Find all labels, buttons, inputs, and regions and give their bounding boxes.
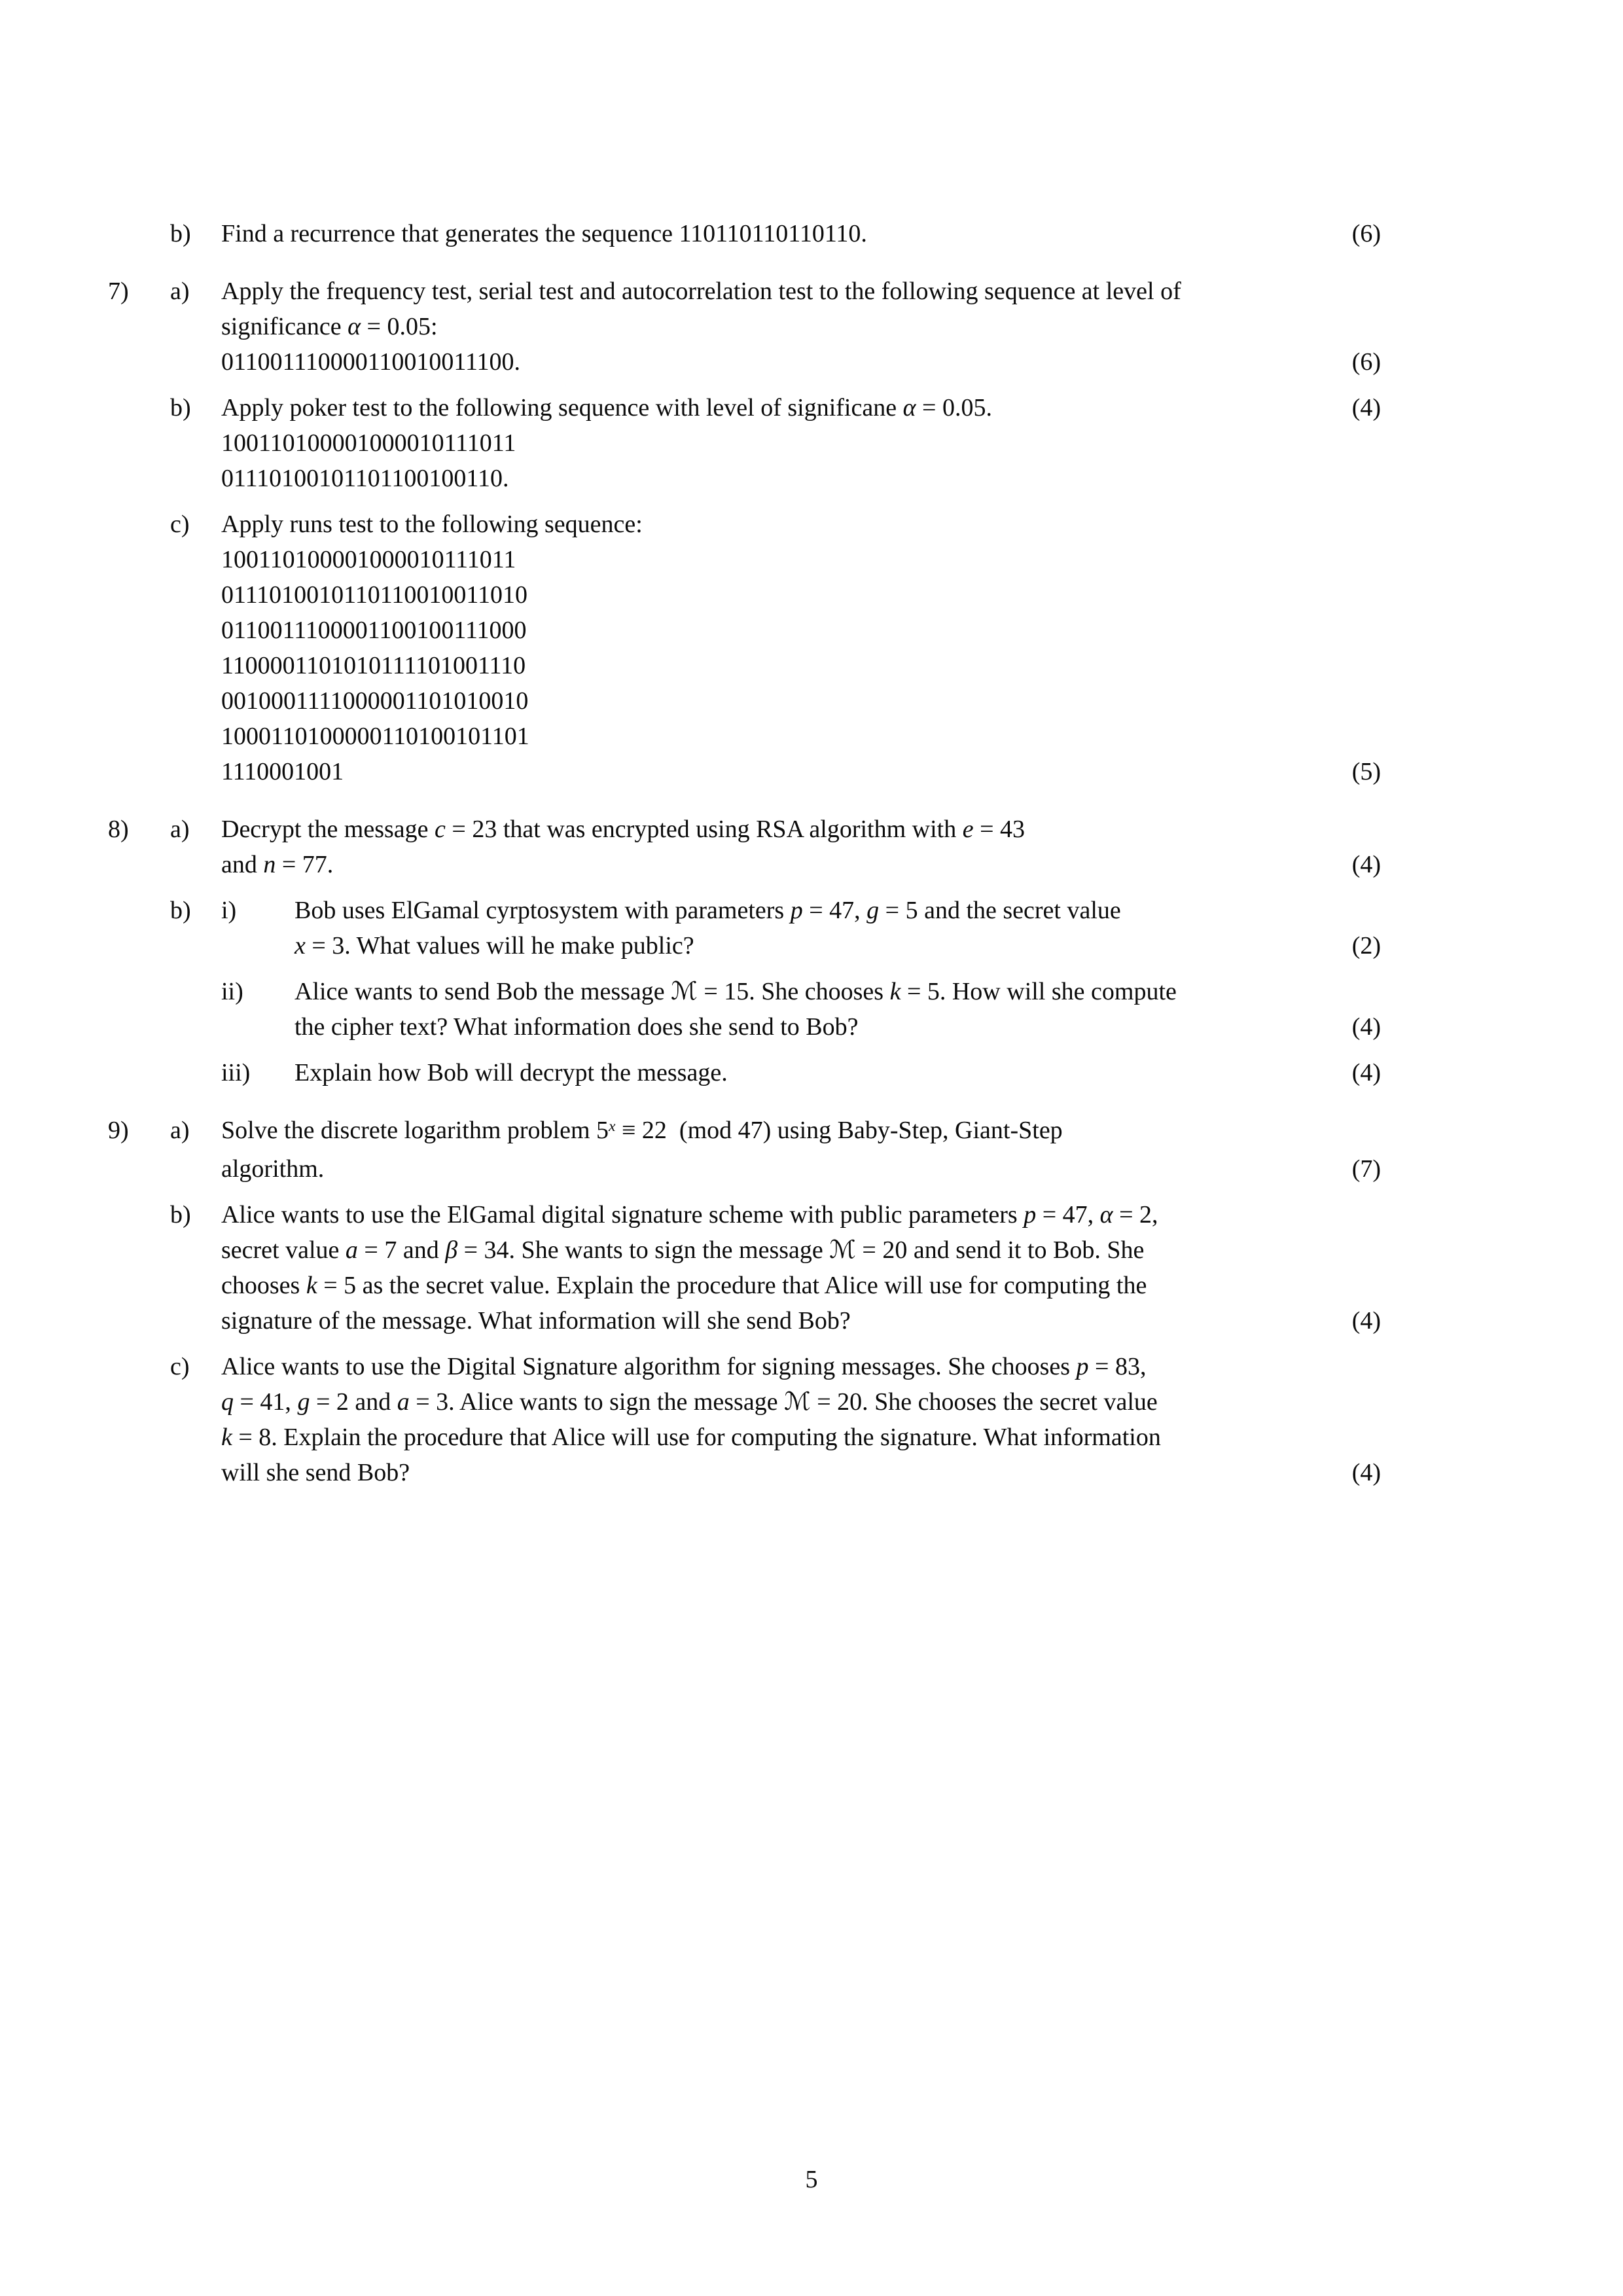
text-line [108,683,1381,719]
text-segment: n [263,851,276,878]
text-segment: e [962,816,974,843]
marks-value: (5) [1351,758,1381,785]
marks-value: (4) [1351,1013,1381,1041]
text-line [108,1455,1381,1490]
text-segment: k [306,1272,317,1299]
text-segment: significance [221,313,348,340]
text-segment: = 0.05: [361,313,438,340]
line-text [221,1420,1381,1455]
line-text [221,754,1381,789]
marks-value: (7) [1351,1155,1381,1183]
text-segment: 011001110000110010011100. [221,348,521,376]
text-segment: = 8. Explain the procedure that Alice will use for computing the signature. What information [232,1424,1161,1451]
text-segment: Decrypt the message [221,816,435,843]
line-text [221,344,1381,380]
line-text [221,274,1381,309]
text-segment: signature of the message. What information will she send Bob? [221,1307,851,1335]
line-text [221,1303,1381,1338]
line-text [294,893,1381,928]
question-number: 8) [108,816,129,843]
question-number: 7) [108,278,129,305]
text-segment: a [397,1388,410,1416]
text-segment: = 47, [802,897,867,924]
text-line [108,507,1381,542]
line-text [221,613,1381,648]
line-text [221,577,1381,613]
line-text [294,974,1381,1009]
line-text [221,1455,1381,1490]
text-line [108,1009,1381,1045]
text-segment: Apply poker test to the following sequence with level of significane [221,394,903,422]
text-line [108,1384,1381,1420]
text-segment: ℳ [829,1236,856,1264]
part-label: a) [170,278,190,305]
line-text [221,1232,1381,1268]
text-segment: = 77. [276,851,334,878]
text-segment: Bob uses ElGamal cyrptosystem with parameters [294,897,791,924]
marks-value: (6) [1351,220,1381,247]
text-line [108,1113,1381,1151]
text-segment: = 83, [1088,1353,1147,1380]
marks-value: (2) [1351,932,1381,960]
text-segment: p [1076,1353,1089,1380]
text-line [108,425,1381,461]
marks-value: (6) [1351,348,1381,376]
marks-value: (4) [1351,394,1381,422]
text-segment: c [435,816,446,843]
text-line [108,390,1381,425]
text-segment: 1110001001 [221,758,344,785]
text-segment: p [1024,1201,1037,1229]
text-segment: 0010001111000001101010010 [221,687,529,715]
text-line [108,1055,1381,1090]
text-segment: 1000110100000110100101101 [221,723,529,750]
text-segment: ℳ [671,978,698,1005]
text-segment: the cipher text? What information does she send to Bob? [294,1013,859,1041]
line-text [221,309,1381,344]
text-segment: α [348,313,361,340]
part-label: b) [170,220,191,247]
text-line [108,309,1381,344]
text-line [108,344,1381,380]
line-text [221,719,1381,754]
text-segment: 0111010010110110010011010 [221,581,527,609]
text-segment: Find a recurrence that generates the sequence 110110110110110. [221,220,867,247]
document-content [108,216,1381,1490]
text-line [108,893,1381,928]
text-line [108,974,1381,1009]
text-line [108,613,1381,648]
text-segment: α [902,394,916,422]
text-segment: = 2, [1113,1201,1158,1229]
text-line [108,1303,1381,1338]
text-segment: Alice wants to use the ElGamal digital signature scheme with public parameters [221,1201,1024,1229]
line-text [221,390,1381,425]
part-label: b) [170,897,191,924]
line-text [294,1009,1381,1045]
text-segment: = 23 that was encrypted using RSA algorithm with [445,816,963,843]
text-segment: ≡ 22 (mod 47) using Baby-Step, Giant-Step [615,1117,1063,1144]
line-text [221,812,1381,847]
text-line [108,812,1381,847]
text-segment: g [866,897,880,924]
text-segment: ℳ [784,1388,811,1416]
text-segment: = 0.05. [916,394,992,422]
text-segment: p [790,897,803,924]
text-segment: = 5 as the secret value. Explain the procedure that Alice will use for computing the [317,1272,1147,1299]
text-line [108,1420,1381,1455]
text-segment: α [1099,1201,1113,1229]
text-segment: algorithm. [221,1155,325,1183]
subpart-label: i) [221,897,237,924]
marks-value: (4) [1351,1307,1381,1335]
line-text [221,1384,1381,1420]
line-text [221,542,1381,577]
text-segment: = 20 and send it to Bob. She [855,1236,1145,1264]
text-segment: = 5 and the secret value [879,897,1121,924]
text-line [108,1232,1381,1268]
text-line [108,928,1381,963]
text-segment: = 5. How will she compute [901,978,1177,1005]
text-segment: = 15. She chooses [697,978,890,1005]
marks-value: (4) [1351,851,1381,878]
text-segment: x [294,932,306,960]
line-text [221,1151,1381,1187]
text-line [108,754,1381,789]
text-line [108,1268,1381,1303]
text-segment: k [889,978,901,1005]
line-text [221,1268,1381,1303]
text-segment: q [221,1388,234,1416]
part-label: b) [170,1201,191,1229]
marks-value: (4) [1351,1459,1381,1486]
text-segment: = 41, [234,1388,298,1416]
line-text [221,216,1381,251]
line-text [221,507,1381,542]
text-segment: 01110100101101100100110. [221,465,509,492]
line-text [221,683,1381,719]
text-segment: will she send Bob? [221,1459,410,1486]
text-line [108,577,1381,613]
line-text [221,1349,1381,1384]
text-segment: Explain how Bob will decrypt the message. [294,1059,728,1086]
text-segment: a [345,1236,358,1264]
text-segment: = 3. What values will he make public? [305,932,694,960]
part-label: a) [170,1117,190,1144]
text-segment: Alice wants to use the Digital Signature algorithm for signing messages. She chooses [221,1353,1077,1380]
text-segment: = 2 and [310,1388,397,1416]
line-text [221,425,1381,461]
text-line [108,847,1381,882]
text-line [108,542,1381,577]
text-segment: = 47, [1036,1201,1100,1229]
text-segment: secret value [221,1236,346,1264]
text-segment: Alice wants to send Bob the message [294,978,671,1005]
text-line [108,216,1381,251]
text-segment: = 43 [973,816,1026,843]
text-segment: = 20. She chooses the secret value [810,1388,1158,1416]
text-line [108,274,1381,309]
text-line [108,1349,1381,1384]
text-segment: 1100001101010111101001110 [221,652,526,679]
line-text [221,1197,1381,1232]
subpart-label: iii) [221,1059,251,1086]
text-line [108,719,1381,754]
subpart-label: ii) [221,978,243,1005]
text-segment: = 3. Alice wants to sign the message [409,1388,785,1416]
text-line [108,648,1381,683]
text-segment: = 34. She wants to sign the message [457,1236,830,1264]
text-segment: 100110100001000010111011 [221,429,516,457]
text-line [108,1151,1381,1187]
part-label: c) [170,511,190,538]
marks-value: (4) [1351,1059,1381,1086]
line-text [221,648,1381,683]
line-text [294,1055,1381,1090]
text-segment: and [221,851,264,878]
line-text [221,461,1381,496]
text-segment: g [297,1388,310,1416]
part-label: c) [170,1353,190,1380]
text-line [108,1197,1381,1232]
text-segment: Solve the discrete logarithm problem 5 [221,1117,609,1144]
part-label: b) [170,394,191,422]
page-number: 5 [805,2166,818,2193]
text-segment: 100110100001000010111011 [221,546,516,573]
line-text [294,928,1381,963]
question-number: 9) [108,1117,129,1144]
text-segment: Apply the frequency test, serial test and autocorrelation test to the following sequence at level of [221,278,1181,305]
text-segment: chooses [221,1272,306,1299]
line-text [221,847,1381,882]
text-segment: β [445,1236,458,1264]
text-segment: k [221,1424,232,1451]
line-text [221,1113,1381,1151]
text-segment: = 7 and [357,1236,446,1264]
text-segment: x [609,1118,616,1136]
part-label: a) [170,816,190,843]
text-segment: 0110011100001100100111000 [221,617,527,644]
text-line [108,461,1381,496]
text-segment: Apply runs test to the following sequence: [221,511,643,538]
